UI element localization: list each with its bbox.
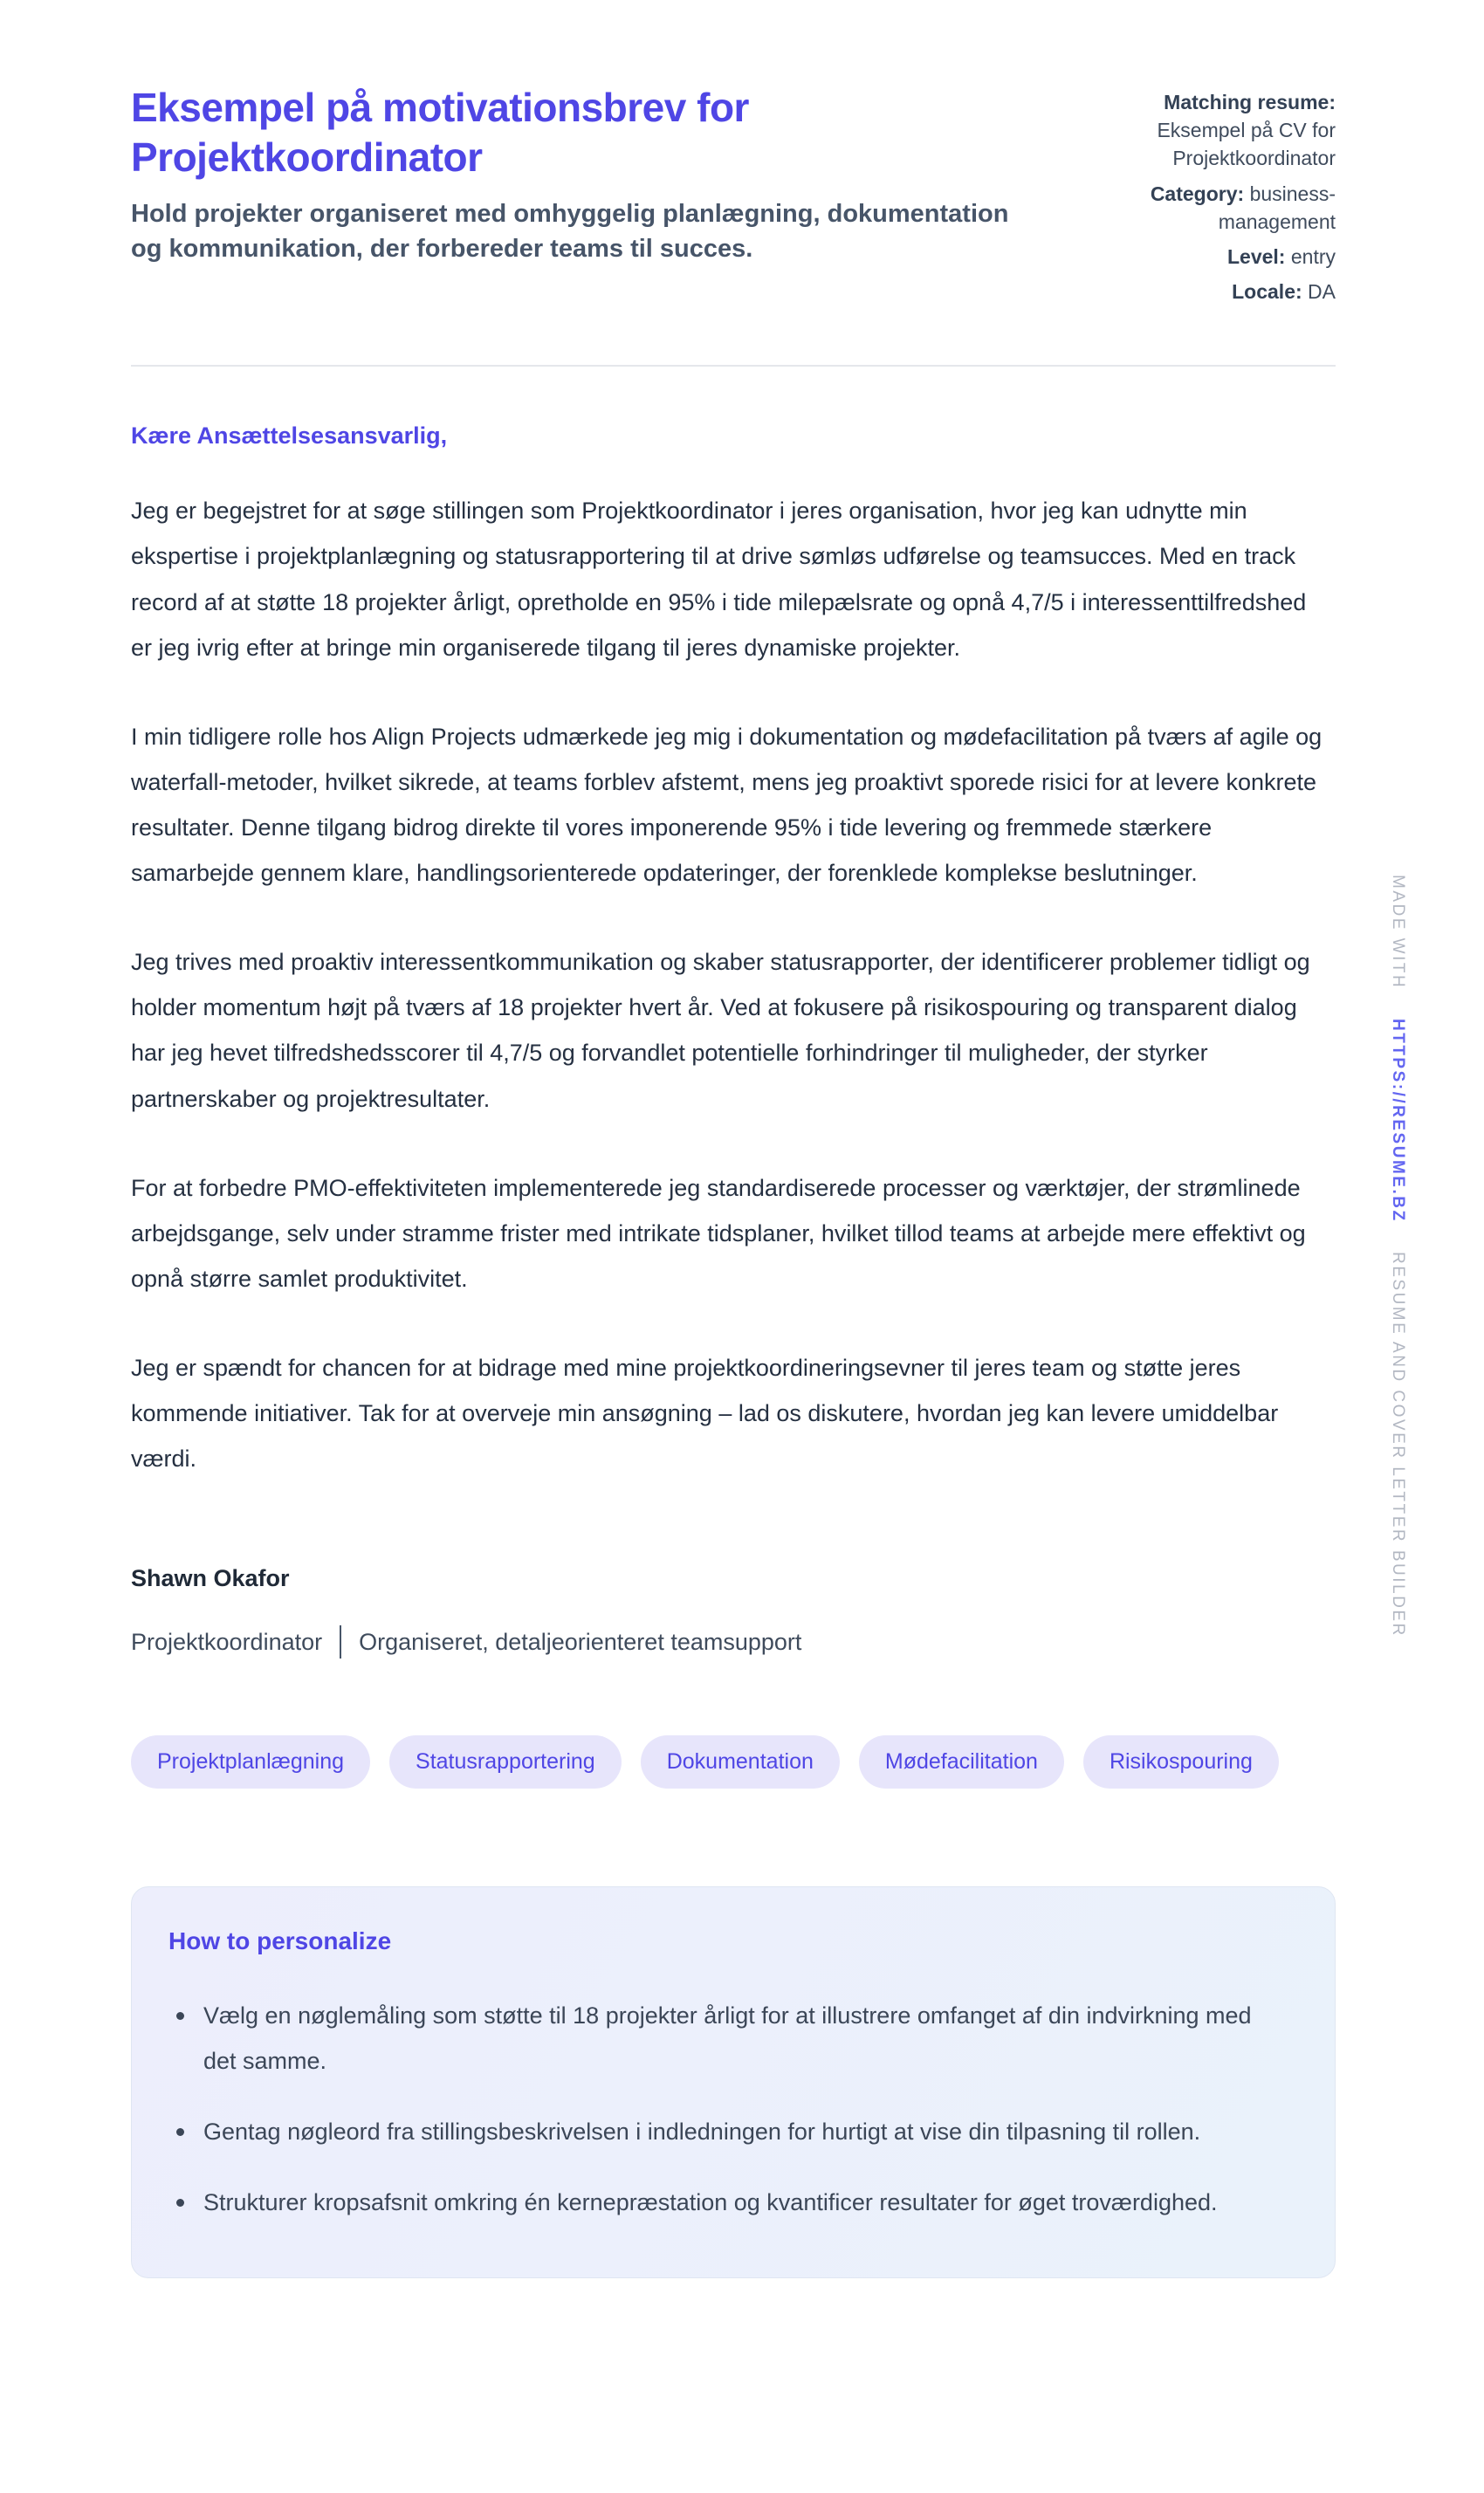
header-meta	[1102, 88, 1336, 312]
skill-tag: Projektplanlægning	[131, 1735, 370, 1789]
skill-tag: Risikospouring	[1083, 1735, 1279, 1789]
personalize-list	[168, 1994, 1282, 2225]
letter-paragraph: I min tidligere rolle hos Align Projects udmærkede jeg mig i dokumentation og mødefacilitation på tværs af agile og waterfall-metoder, hvilket sikrede, at teams forblev afstemt, mens jeg proaktivt sporede risici for at levere konkrete resultater. Denne tilgang bidrog direkte til vores imponerende 95% i tide levering og fremmede stærkere samarbejde gennem klare, handlingsorienterede opdateringer, der forenklede komplekse beslutninger.	[131, 723, 1323, 887]
meta-level-value: entry	[1290, 244, 1336, 268]
page-title: Eksempel på motivationsbrev for Projektkoordinator	[131, 85, 749, 181]
meta-level-label: Level:	[1226, 244, 1286, 268]
meta-locale	[1102, 278, 1336, 306]
meta-category	[1102, 180, 1336, 236]
skill-tags	[131, 1735, 1336, 1789]
skill-tag: Statusrapportering	[389, 1735, 622, 1789]
page-subtitle: Hold projekter organiseret med omhyggelig planlægning, dokumentation og kommunikation, der forbereder teams til succes.	[131, 200, 1009, 264]
meta-matching-label: Matching resume:	[1164, 91, 1336, 113]
page-header	[131, 83, 1336, 312]
skill-tag: Mødefacilitation	[859, 1735, 1064, 1789]
signature-role-line	[131, 1625, 1329, 1659]
signature-separator	[340, 1625, 341, 1659]
meta-matching-value: Eksempel på CV for Projektkoordinator	[1157, 119, 1336, 170]
skill-tag: Dokumentation	[641, 1735, 840, 1789]
meta-locale-value: DA	[1308, 280, 1336, 304]
personalize-bullet: Vælg en nøglemåling som støtte til 18 projekter årligt for at illustrere omfanget af din indvirkning med det samme.	[168, 1994, 1268, 2084]
letter-paragraph: Jeg er spændt for chancen for at bidrage med mine projektkoordineringsevner til jeres team og støtte jeres kommende initiativer. Tak for at overveje min ansøgning – lad os diskutere, hvordan jeg kan levere umiddelbar værdi.	[131, 1354, 1279, 1473]
ribbon-suffix: RESUME AND COVER LETTER BUILDER	[1389, 1252, 1407, 1638]
personalize-title: How to personalize	[168, 1927, 392, 1955]
meta-category-label: Category:	[1150, 182, 1245, 205]
made-with-ribbon	[1388, 875, 1407, 1638]
personalize-bullet: Strukturer kropsafsnit omkring én kernepræstation og kvantificer resultater for øget troværdighed.	[168, 2181, 1268, 2225]
signature-name: Shawn Okafor	[131, 1565, 290, 1592]
meta-category-value: business-management	[1218, 182, 1336, 233]
personalize-box	[131, 1886, 1336, 2278]
signature-tagline: Organiseret, detaljeorienteret teamsupport	[359, 1628, 802, 1655]
letter-paragraph: Jeg trives med proaktiv interessentkommunikation og skaber statusrapporter, der identificerer problemer tidligt og holder momentum højt på tværs af 18 projekter hvert år. Ved at fokusere på risikospouring og transparent dialog har jeg hevet tilfredshedsscorer til 4,7/5 og forvandlet potentielle forhindringer til muligheder, der styrker partnerskaber og projektresultater.	[131, 949, 1310, 1112]
letter-paragraph: Jeg er begejstret for at søge stillingen som Projektkoordinator i jeres organisation, hvor jeg kan udnytte min ekspertise i projektplanlægning og statusrapportering til at drive sømløs udførelse og teamsucces. Med en track record af at støtte 18 projekter årligt, opretholde en 95% i tide milepælsrate og opnå 4,7/5 i interessenttilfredshed er jeg ivrig efter at bringe min organiserede tilgang til jeres dynamiske projekter.	[131, 498, 1307, 661]
header-divider	[131, 365, 1336, 367]
letter-greeting: Kære Ansættelsesansvarlig,	[131, 422, 448, 450]
signature-role: Projektkoordinator	[131, 1628, 323, 1655]
header-title-block	[131, 83, 1039, 266]
personalize-bullet: Gentag nøgleord fra stillingsbeskrivelsen i indledningen for hurtigt at vise din tilpasning til rollen.	[168, 2110, 1268, 2154]
ribbon-prefix: MADE WITH	[1389, 875, 1407, 990]
meta-level	[1102, 243, 1336, 271]
resume-bz-link[interactable]: HTTPS://RESUME.BZ	[1389, 1019, 1407, 1223]
letter-body	[131, 422, 1329, 1659]
meta-locale-label: Locale:	[1232, 280, 1302, 304]
meta-matching-resume	[1102, 88, 1336, 173]
letter-paragraph: For at forbedre PMO-effektiviteten implementerede jeg standardiserede processer og værktøjer, der strømlinede arbejdsgange, selv under stramme frister med intrikate tidsplaner, hvilket tillod teams at arbejde mere effektivt og opnå større samlet produktivitet.	[131, 1174, 1306, 1292]
